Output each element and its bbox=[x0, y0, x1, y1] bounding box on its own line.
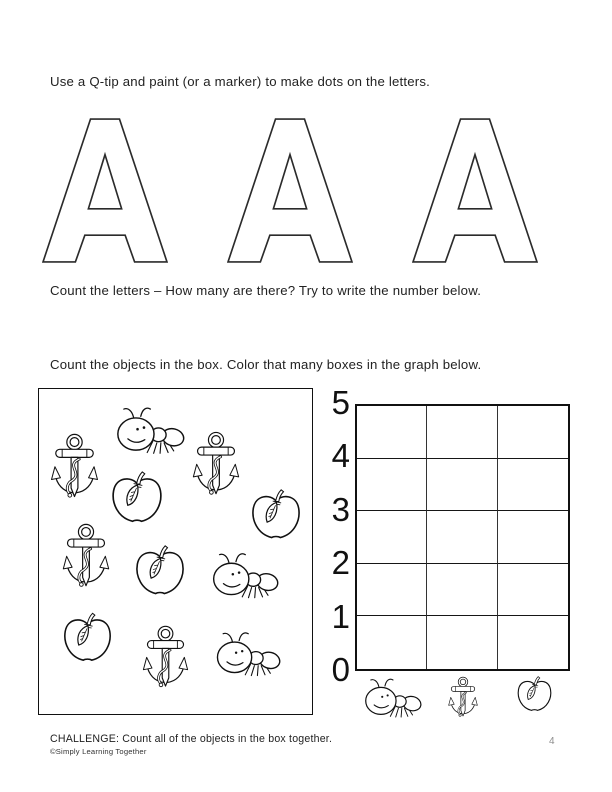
apple-icon bbox=[514, 675, 555, 716]
graph-cell-r4c1 bbox=[427, 616, 497, 669]
letter-a-outline bbox=[42, 118, 168, 263]
graph-column-anchor bbox=[427, 671, 499, 727]
letter-a-outline bbox=[412, 118, 538, 263]
ant-column-label bbox=[360, 675, 422, 720]
graph-column-icons bbox=[355, 671, 570, 727]
apple-icon bbox=[247, 486, 305, 547]
graph-cell-r1c2 bbox=[498, 459, 568, 512]
ant-illustration bbox=[211, 626, 281, 681]
anchor-column-label bbox=[445, 675, 481, 725]
anchor-illustration bbox=[48, 431, 101, 511]
apple-icon bbox=[107, 468, 167, 531]
graph-y-label-2: 2 bbox=[331, 544, 350, 582]
counting-graph-grid bbox=[355, 404, 570, 671]
ant-illustration bbox=[207, 549, 279, 601]
copyright-text: ©Simply Learning Together bbox=[50, 747, 147, 756]
graph-cell-r3c1 bbox=[427, 564, 497, 617]
objects-box bbox=[38, 388, 313, 715]
graph-column-ant bbox=[355, 671, 427, 727]
graph-cell-r3c0 bbox=[357, 564, 427, 617]
graph-cell-r4c0 bbox=[357, 616, 427, 669]
graph-cell-r4c2 bbox=[498, 616, 568, 669]
ant-icon bbox=[211, 626, 281, 681]
ant-icon bbox=[111, 402, 185, 458]
letter-a-outline-glyph bbox=[227, 118, 353, 263]
apple-column-label bbox=[514, 675, 555, 716]
anchor-illustration bbox=[58, 521, 114, 600]
apple-illustration bbox=[107, 468, 167, 531]
graph-y-axis bbox=[322, 384, 350, 689]
graph-cell-r0c1 bbox=[427, 406, 497, 459]
apple-illustration bbox=[57, 611, 118, 668]
ant-illustration bbox=[111, 402, 185, 458]
anchor-icon bbox=[48, 431, 101, 511]
graph-cell-r2c2 bbox=[498, 511, 568, 564]
instruction-dots: Use a Q-tip and paint (or a marker) to make dots on the letters. bbox=[50, 74, 431, 89]
apple-icon bbox=[57, 611, 118, 668]
anchor-icon bbox=[190, 429, 242, 508]
apple-icon bbox=[131, 542, 189, 603]
graph-y-label-0: 0 bbox=[331, 651, 350, 689]
graph-cell-r1c1 bbox=[427, 459, 497, 512]
anchor-icon bbox=[445, 675, 481, 725]
ant-icon bbox=[207, 549, 279, 601]
graph-cell-r3c2 bbox=[498, 564, 568, 617]
graph-cell-r1c0 bbox=[357, 459, 427, 512]
graph-cell-r0c0 bbox=[357, 406, 427, 459]
ant-icon bbox=[360, 675, 422, 720]
anchor-icon bbox=[58, 521, 114, 600]
instruction-count-letters: Count the letters – How many are there? Try to write the number below. bbox=[50, 283, 482, 298]
instruction-count-objects: Count the objects in the box. Color that many boxes in the graph below. bbox=[50, 357, 482, 372]
apple-illustration bbox=[131, 542, 189, 603]
letter-a-outline-glyph bbox=[42, 118, 168, 263]
letter-a-outline bbox=[227, 118, 353, 263]
apple-illustration bbox=[247, 486, 305, 547]
letters-row bbox=[42, 118, 538, 263]
anchor-icon bbox=[139, 623, 192, 700]
graph-cell-r2c0 bbox=[357, 511, 427, 564]
page-number: 4 bbox=[549, 736, 555, 747]
graph-column-apple bbox=[498, 671, 570, 727]
graph-y-label-5: 5 bbox=[331, 384, 350, 422]
graph-y-label-4: 4 bbox=[331, 437, 350, 475]
graph-cell-r2c1 bbox=[427, 511, 497, 564]
challenge-text: CHALLENGE: Count all of the objects in the box together. bbox=[50, 733, 333, 745]
letter-a-outline-glyph bbox=[412, 118, 538, 263]
graph-y-label-3: 3 bbox=[331, 490, 350, 528]
graph-cell-r0c2 bbox=[498, 406, 568, 459]
anchor-illustration bbox=[190, 429, 242, 508]
anchor-illustration bbox=[139, 623, 192, 700]
graph-y-label-1: 1 bbox=[331, 597, 350, 635]
